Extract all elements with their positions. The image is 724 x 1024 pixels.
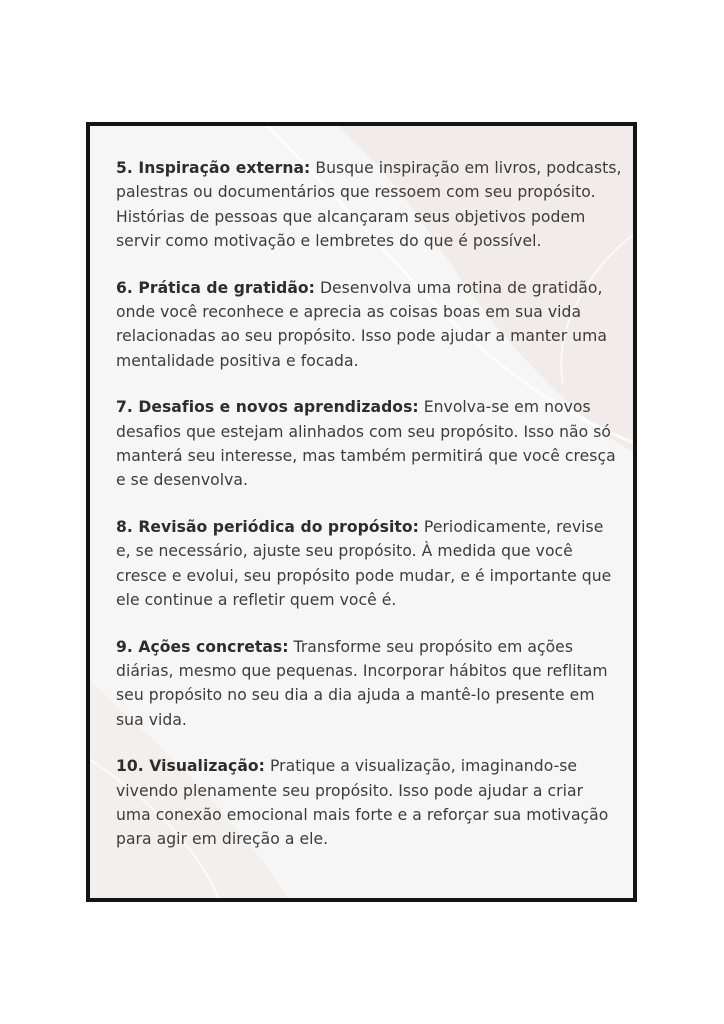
item-text: Busque inspiração em livros, podcasts, palestras ou documentários que ressoem com seu propósito. Histórias de pessoas que alcançaram seus objetivos podem servir como motivação e lembretes do que é possível. (116, 159, 622, 251)
content-frame (86, 122, 637, 902)
item-text: Envolva-se em novos desafios que estejam alinhados com seu propósito. Isso não só manterá seu interesse, mas também permitirá que você cresça e se desenvolva. (116, 398, 616, 490)
item-heading: 6. Prática de gratidão: (116, 278, 315, 297)
list-item (116, 395, 622, 493)
item-text: Desenvolva uma rotina de gratidão, onde você reconhece e aprecia as coisas boas em sua vida relacionadas ao seu propósito. Isso pode ajudar a manter uma mentalidade positiva e focada. (116, 278, 607, 370)
item-heading: 7. Desafios e novos aprendizados: (116, 398, 419, 417)
item-heading: 5. Inspiração externa: (116, 159, 311, 177)
list-item (116, 276, 622, 374)
item-text: Pratique a visualização, imaginando-se vivendo plenamente seu propósito. Isso pode ajudar a criar uma conexão emocional mais forte e a reforçar sua motivação para agir em direção a ele. (116, 757, 609, 849)
list-item (116, 754, 622, 852)
document-body (116, 156, 622, 874)
list-item (116, 635, 622, 733)
item-heading: 9. Ações concretas: (116, 637, 289, 656)
item-heading: 8. Revisão periódica do propósito: (116, 517, 419, 536)
list-item (116, 515, 622, 613)
item-text: Transforme seu propósito em ações diárias, mesmo que pequenas. Incorporar hábitos que reflitam seu propósito no seu dia a dia ajuda a mantê-lo presente em sua vida. (116, 637, 608, 729)
list-item (116, 156, 622, 254)
item-heading: 10. Visualização: (116, 757, 265, 776)
item-text: Periodicamente, revise e, se necessário, ajuste seu propósito. À medida que você cresce e evolui, seu propósito pode mudar, e é importante que ele continue a refletir quem você é. (116, 517, 612, 610)
